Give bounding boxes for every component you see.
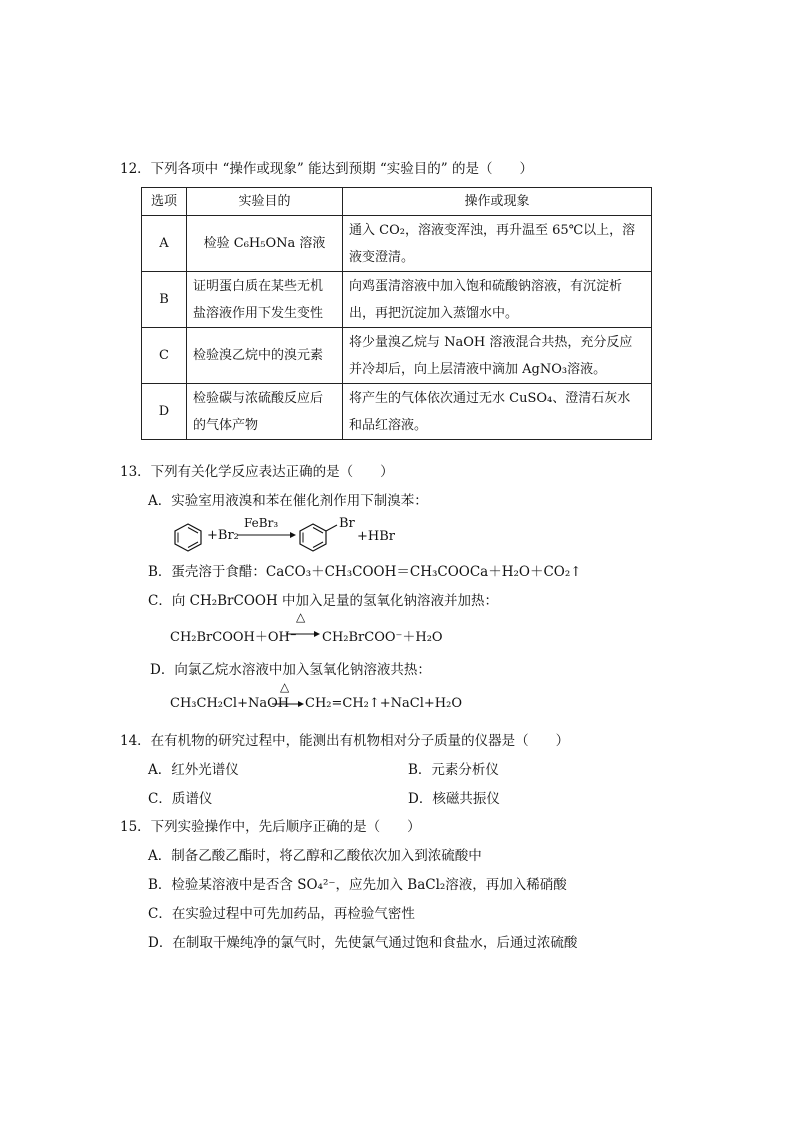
purpose-line-1: 证明蛋白质在某些无机 bbox=[193, 278, 324, 294]
operation-line-2: 并冷却后，向上层清液中滴加 AgNO₃溶液。 bbox=[349, 361, 607, 377]
row-operation bbox=[343, 384, 652, 440]
plus-hbr: +HBr bbox=[357, 529, 395, 544]
eq-d-heat-icon: △ bbox=[280, 680, 290, 694]
row-operation bbox=[343, 216, 652, 272]
eq-c-left: CH₂BrCOOH＋OH⁻ bbox=[170, 630, 297, 645]
header-purpose: 实验目的 bbox=[187, 188, 343, 216]
table-row bbox=[142, 384, 652, 440]
row-option: C bbox=[142, 328, 187, 384]
q12-table bbox=[141, 187, 652, 440]
q15-option-b: B．检验某溶液中是否含 SO₄²⁻，应先加入 BaCl₂溶液，再加入稀硝酸 bbox=[148, 877, 567, 893]
plus-br2: +Br₂ bbox=[207, 528, 239, 543]
table-header-row bbox=[142, 188, 652, 216]
header-operation: 操作或现象 bbox=[343, 188, 652, 216]
q13-option-c: C．向 CH₂BrCOOH 中加入足量的氢氧化钠溶液并加热： bbox=[148, 593, 499, 609]
q13-option-a: A．实验室用液溴和苯在催化剂作用下制溴苯： bbox=[148, 493, 428, 509]
q14-option-d: D．核磁共振仪 bbox=[408, 791, 500, 807]
row-operation bbox=[343, 328, 652, 384]
q15-option-c: C．在实验过程中可先加药品，再检验气密性 bbox=[148, 906, 415, 922]
operation-line-1: 向鸡蛋清溶液中加入饱和硫酸钠溶液，有沉淀析 bbox=[349, 278, 623, 294]
row-purpose bbox=[187, 328, 343, 384]
eq-d-left: CH₃CH₂Cl+NaOH bbox=[170, 696, 290, 711]
header-option: 选项 bbox=[142, 188, 187, 216]
operation-line-1: 将少量溴乙烷与 NaOH 溶液混合共热，充分反应 bbox=[349, 334, 633, 350]
row-option: B bbox=[142, 272, 187, 328]
q15-option-d: D．在制取干燥纯净的氯气时，先使氯气通过饱和食盐水，后通过浓硫酸 bbox=[148, 935, 578, 951]
q14-option-a: A．红外光谱仪 bbox=[148, 762, 239, 778]
purpose-text: 检验 C₆H₅ONa 溶液 bbox=[203, 236, 326, 251]
operation-line-2: 出，再把沉淀加入蒸馏水中。 bbox=[349, 305, 519, 321]
q14-option-c: C．质谱仪 bbox=[148, 791, 213, 807]
eq-c-arrow-icon bbox=[286, 629, 320, 639]
q13-stem: 13．下列有关化学反应表达正确的是（ ） bbox=[120, 464, 394, 480]
row-purpose bbox=[187, 216, 343, 272]
reaction-arrow-icon bbox=[238, 530, 296, 540]
q14-option-b: B．元素分析仪 bbox=[408, 762, 499, 778]
operation-line-2: 液变澄清。 bbox=[349, 249, 415, 265]
eq-d-right: CH₂=CH₂↑+NaCl+H₂O bbox=[305, 696, 462, 711]
q15-option-a: A．制备乙酸乙酯时，将乙醇和乙酸依次加入到浓硫酸中 bbox=[148, 848, 482, 864]
operation-line-1: 通入 CO₂，溶液变浑浊，再升温至 65℃以上，溶 bbox=[349, 222, 636, 238]
eq-d-arrow-icon bbox=[272, 699, 304, 709]
purpose-line-2: 盐溶液作用下发生变性 bbox=[193, 305, 324, 321]
q13-option-d: D．向氯乙烷水溶液中加入氢氧化钠溶液共热： bbox=[150, 662, 431, 678]
purpose-line-1: 检验碳与浓硫酸反应后 bbox=[193, 390, 324, 406]
operation-line-2: 和品红溶液。 bbox=[349, 417, 428, 433]
table-row bbox=[142, 216, 652, 272]
purpose-text: 检验溴乙烷中的溴元素 bbox=[193, 348, 324, 363]
catalyst-label: FeBr₃ bbox=[244, 516, 279, 530]
q13-option-b: B．蛋壳溶于食醋：CaCO₃＋CH₃COOH＝CH₃COOCa＋H₂O＋CO₂↑ bbox=[148, 564, 582, 580]
operation-line-1: 将产生的气体依次通过无水 CuSO₄、澄清石灰水 bbox=[349, 390, 631, 406]
row-purpose bbox=[187, 384, 343, 440]
eq-c-right: CH₂BrCOO⁻＋H₂O bbox=[322, 630, 443, 645]
row-option: A bbox=[142, 216, 187, 272]
row-operation bbox=[343, 272, 652, 328]
bromine-substituent: Br bbox=[339, 516, 355, 531]
q14-stem: 14．在有机物的研究过程中，能测出有机物相对分子质量的仪器是（ ） bbox=[120, 733, 570, 749]
table-row bbox=[142, 272, 652, 328]
table-row bbox=[142, 328, 652, 384]
purpose-line-2: 的气体产物 bbox=[193, 417, 259, 433]
q15-stem: 15．下列实验操作中，先后顺序正确的是（ ） bbox=[120, 819, 421, 835]
row-option: D bbox=[142, 384, 187, 440]
eq-c-heat-icon: △ bbox=[296, 610, 306, 624]
q12-stem: 12．下列各项中 “操作或现象” 能达到预期 “实验目的” 的是（ ） bbox=[120, 161, 533, 177]
row-purpose bbox=[187, 272, 343, 328]
benzene-ring-icon bbox=[172, 522, 204, 552]
